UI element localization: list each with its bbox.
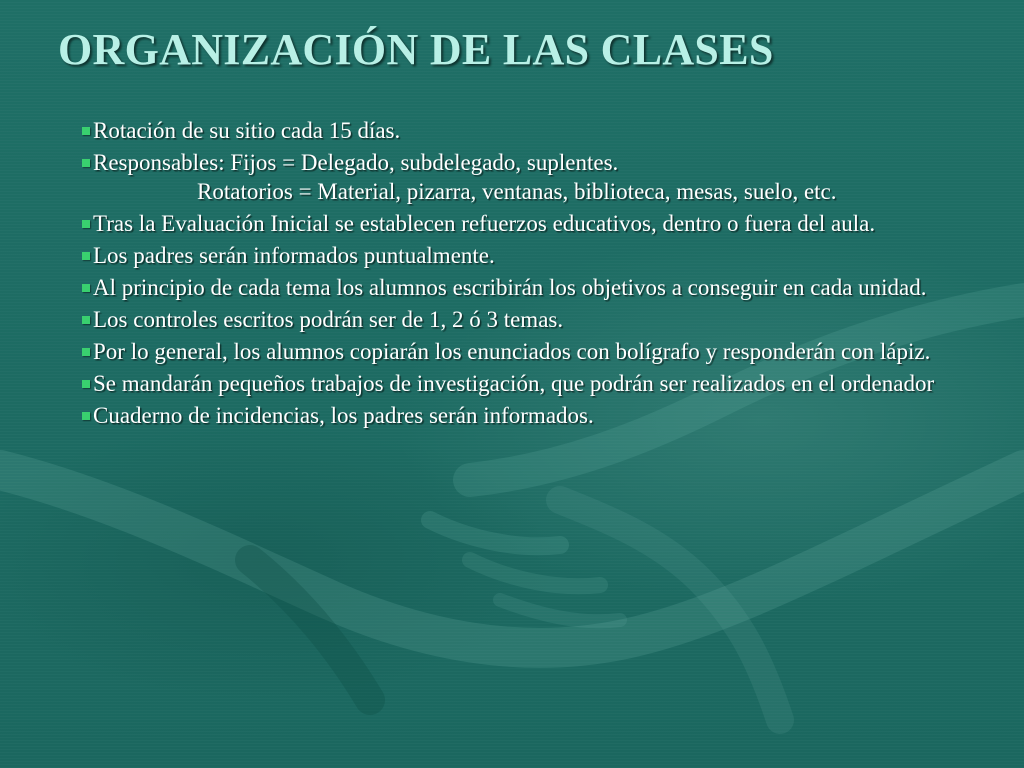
list-item-text: Al principio de cada tema los alumnos escribirán los objetivos a conseguir en cada unidad. (93, 275, 927, 300)
square-bullet-icon (82, 412, 90, 420)
list-item-text: Por lo general, los alumnos copiarán los enunciados con bolígrafo y responderán con lápiz. (93, 339, 931, 364)
list-item (93, 306, 998, 333)
list-item-text: Responsables: Fijos = Delegado, subdelegado, suplentes. (93, 150, 619, 175)
list-item-text: Se mandarán pequeños trabajos de investigación, que podrán ser realizados en el ordenador (93, 371, 935, 396)
list-item-continuation (93, 178, 998, 205)
bullet-list (93, 117, 998, 434)
square-bullet-icon (82, 127, 90, 135)
list-item-text: Tras la Evaluación Inicial se establecen refuerzos educativos, dentro o fuera del aula. (93, 211, 876, 236)
square-bullet-icon (82, 380, 90, 388)
list-item (93, 370, 998, 397)
list-item (93, 274, 998, 301)
list-item (93, 402, 998, 429)
list-item (93, 149, 998, 176)
list-item-text: Los controles escritos podrán ser de 1, 2 ó 3 temas. (93, 307, 564, 332)
square-bullet-icon (82, 220, 90, 228)
list-item-text: Rotatorios = Material, pizarra, ventanas, biblioteca, mesas, suelo, etc. (197, 179, 837, 204)
square-bullet-icon (82, 284, 90, 292)
list-item-text: Cuaderno de incidencias, los padres serán informados. (93, 403, 594, 428)
list-item (93, 210, 998, 237)
square-bullet-icon (82, 348, 90, 356)
list-item (93, 242, 998, 269)
square-bullet-icon (82, 316, 90, 324)
list-item-text: Los padres serán informados puntualmente. (93, 243, 495, 268)
slide-title: ORGANIZACIÓN DE LAS CLASES (58, 25, 774, 74)
square-bullet-icon (82, 159, 90, 167)
list-item (93, 338, 998, 365)
list-item (93, 117, 998, 144)
list-item-text: Rotación de su sitio cada 15 días. (93, 118, 401, 143)
square-bullet-icon (82, 252, 90, 260)
